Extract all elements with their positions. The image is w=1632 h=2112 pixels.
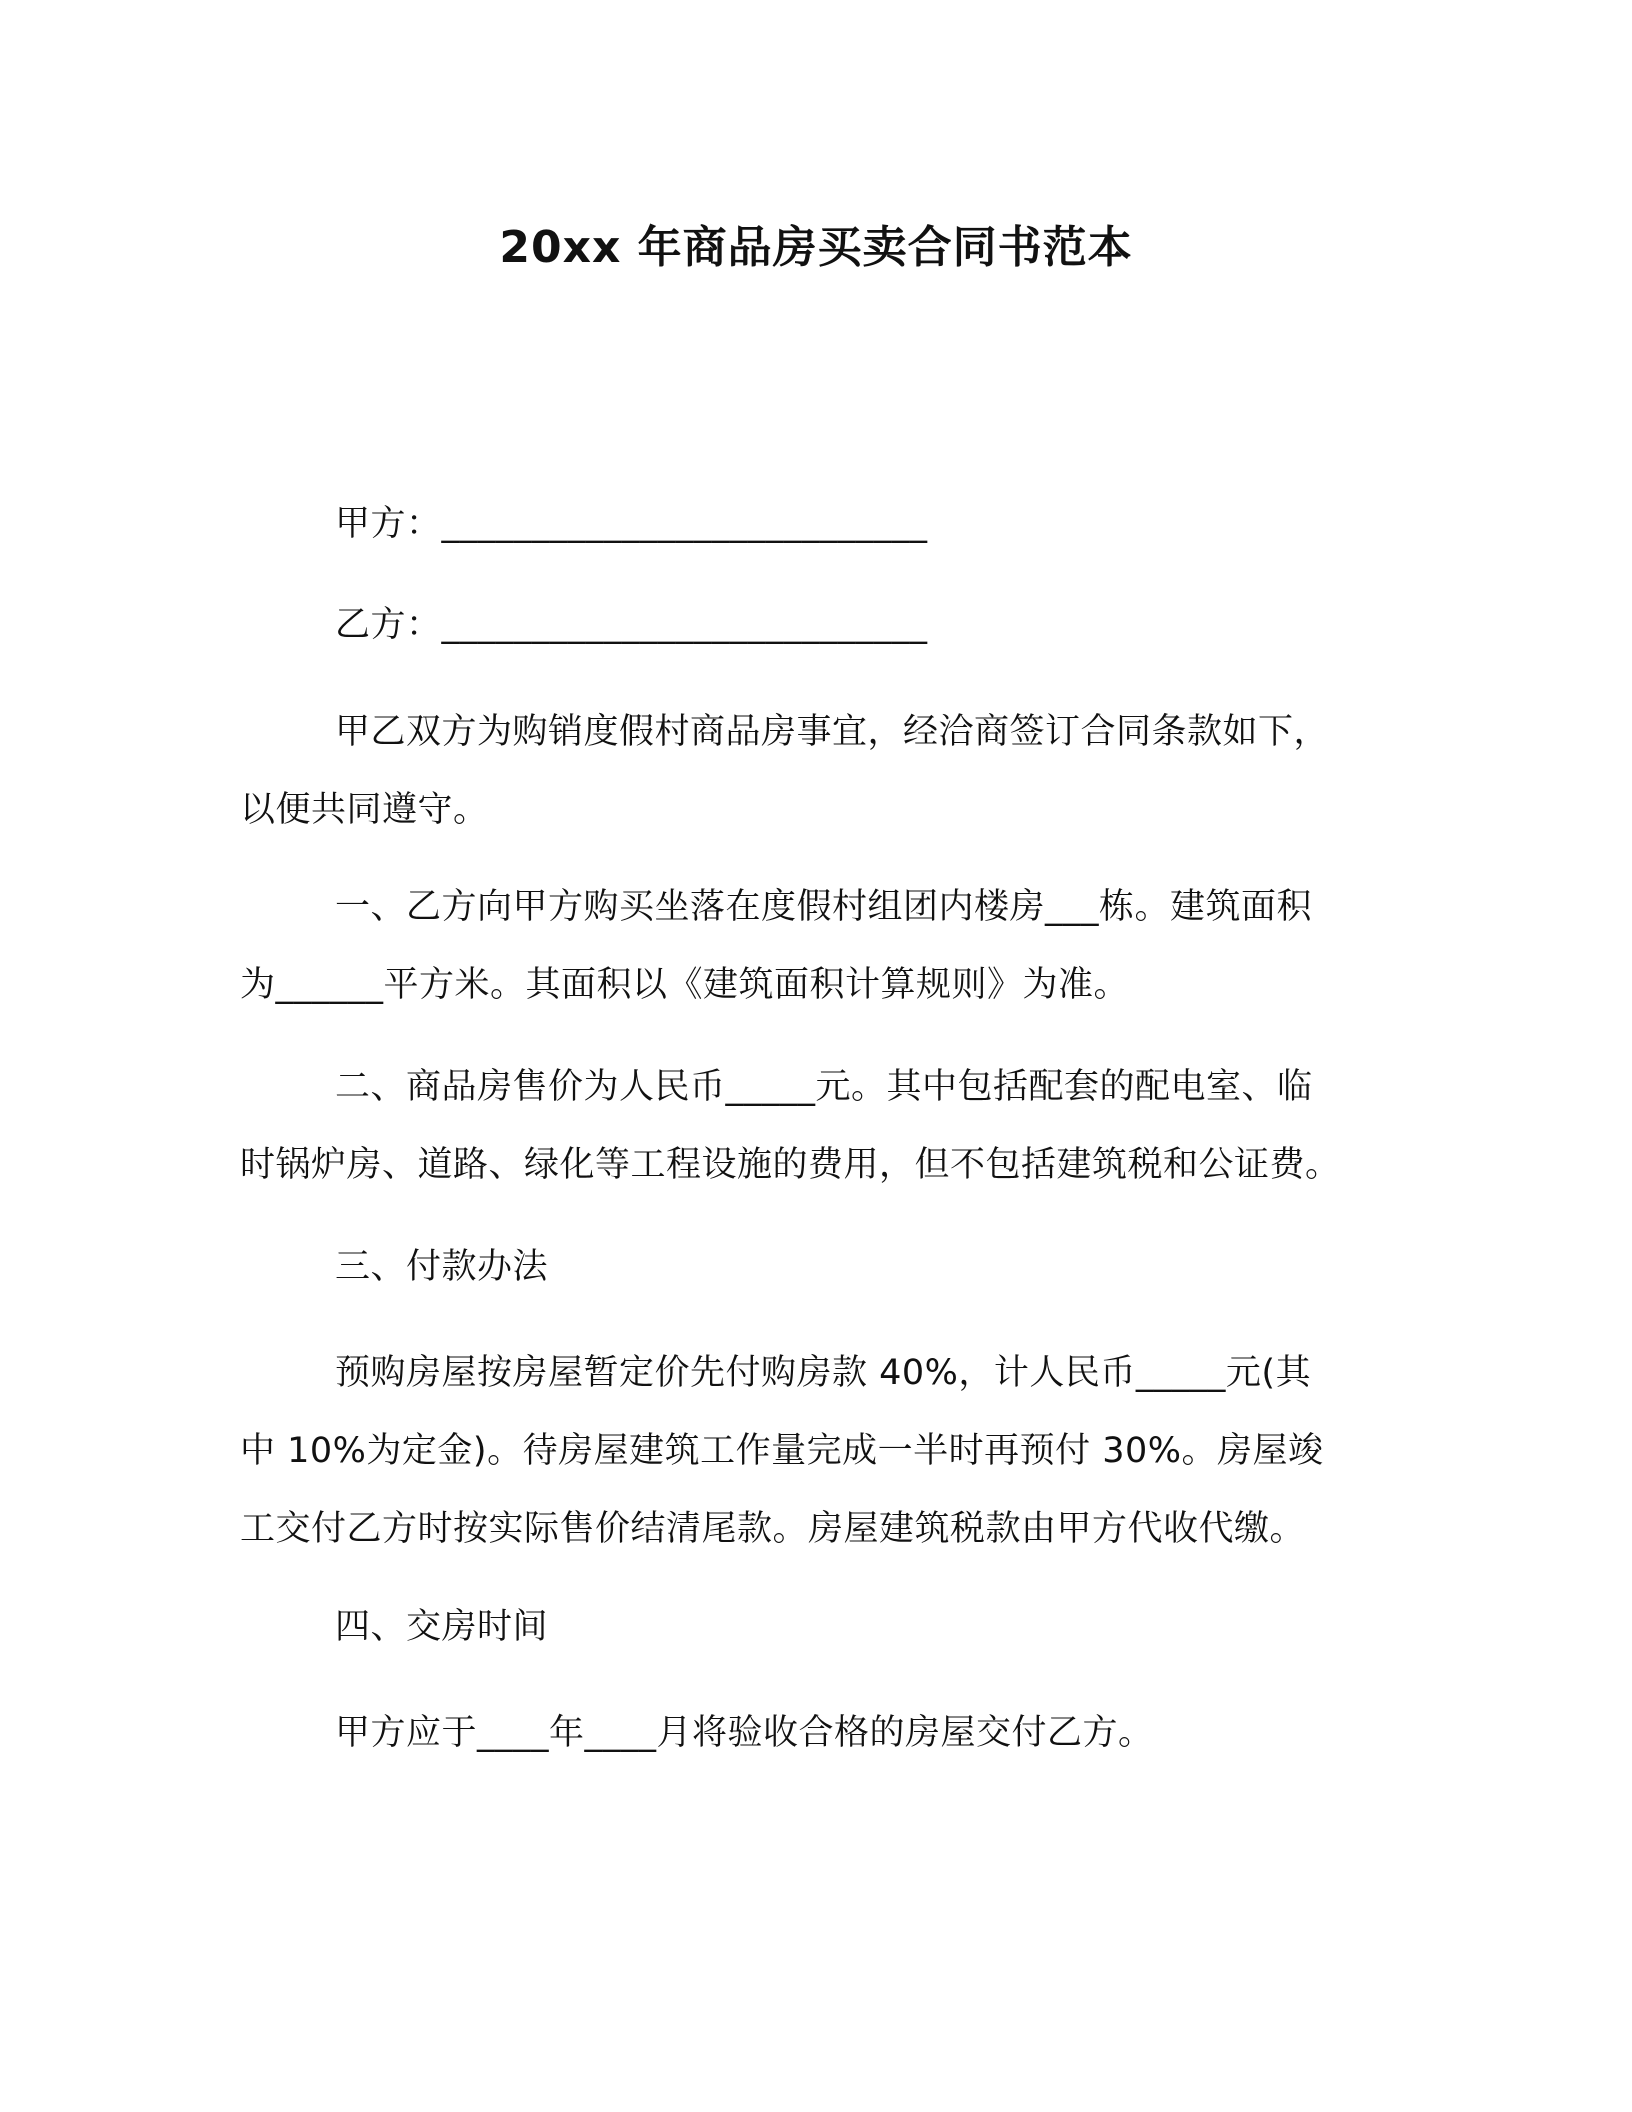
clause-4-paragraph: 甲方应于____年____月将验收合格的房屋交付乙方。 [335, 1713, 1154, 1753]
clause-3-heading: 三、付款办法 [335, 1247, 549, 1287]
clause-1-line-1: 一、乙方向甲方购买坐落在度假村组团内楼房___栋。建筑面积 [335, 887, 1313, 927]
clause-3-paragraph [240, 1334, 1390, 1568]
clause-3-line-1: 预购房屋按房屋暂定价先付购房款 40%，计人民币_____元(其 [335, 1353, 1312, 1393]
intro-paragraph [240, 693, 1390, 849]
clause-2-paragraph [240, 1048, 1390, 1204]
document-title: 20xx 年商品房买卖合同书范本 [499, 222, 1133, 273]
party-b-line: 乙方：___________________________ [335, 605, 928, 645]
party-a-line: 甲方：___________________________ [335, 504, 928, 544]
clause-4-heading: 四、交房时间 [335, 1607, 549, 1647]
clause-2-line-1: 二、商品房售价为人民币_____元。其中包括配套的配电室、临 [335, 1067, 1313, 1107]
intro-line-2: 以便共同遵守。 [240, 790, 489, 830]
clause-1-line-2: 为______平方米。其面积以《建筑面积计算规则》为准。 [240, 965, 1130, 1005]
clause-2-line-2: 时锅炉房、道路、绿化等工程设施的费用，但不包括建筑税和公证费。 [240, 1145, 1341, 1185]
clause-3-line-2: 中 10%为定金)。待房屋建筑工作量完成一半时再预付 30%。房屋竣 [240, 1431, 1324, 1471]
clause-3-line-3: 工交付乙方时按实际售价结清尾款。房屋建筑税款由甲方代收代缴。 [240, 1509, 1306, 1549]
clause-1-paragraph [240, 868, 1390, 1024]
intro-line-1: 甲乙双方为购销度假村商品房事宜，经洽商签订合同条款如下， [335, 712, 1330, 752]
